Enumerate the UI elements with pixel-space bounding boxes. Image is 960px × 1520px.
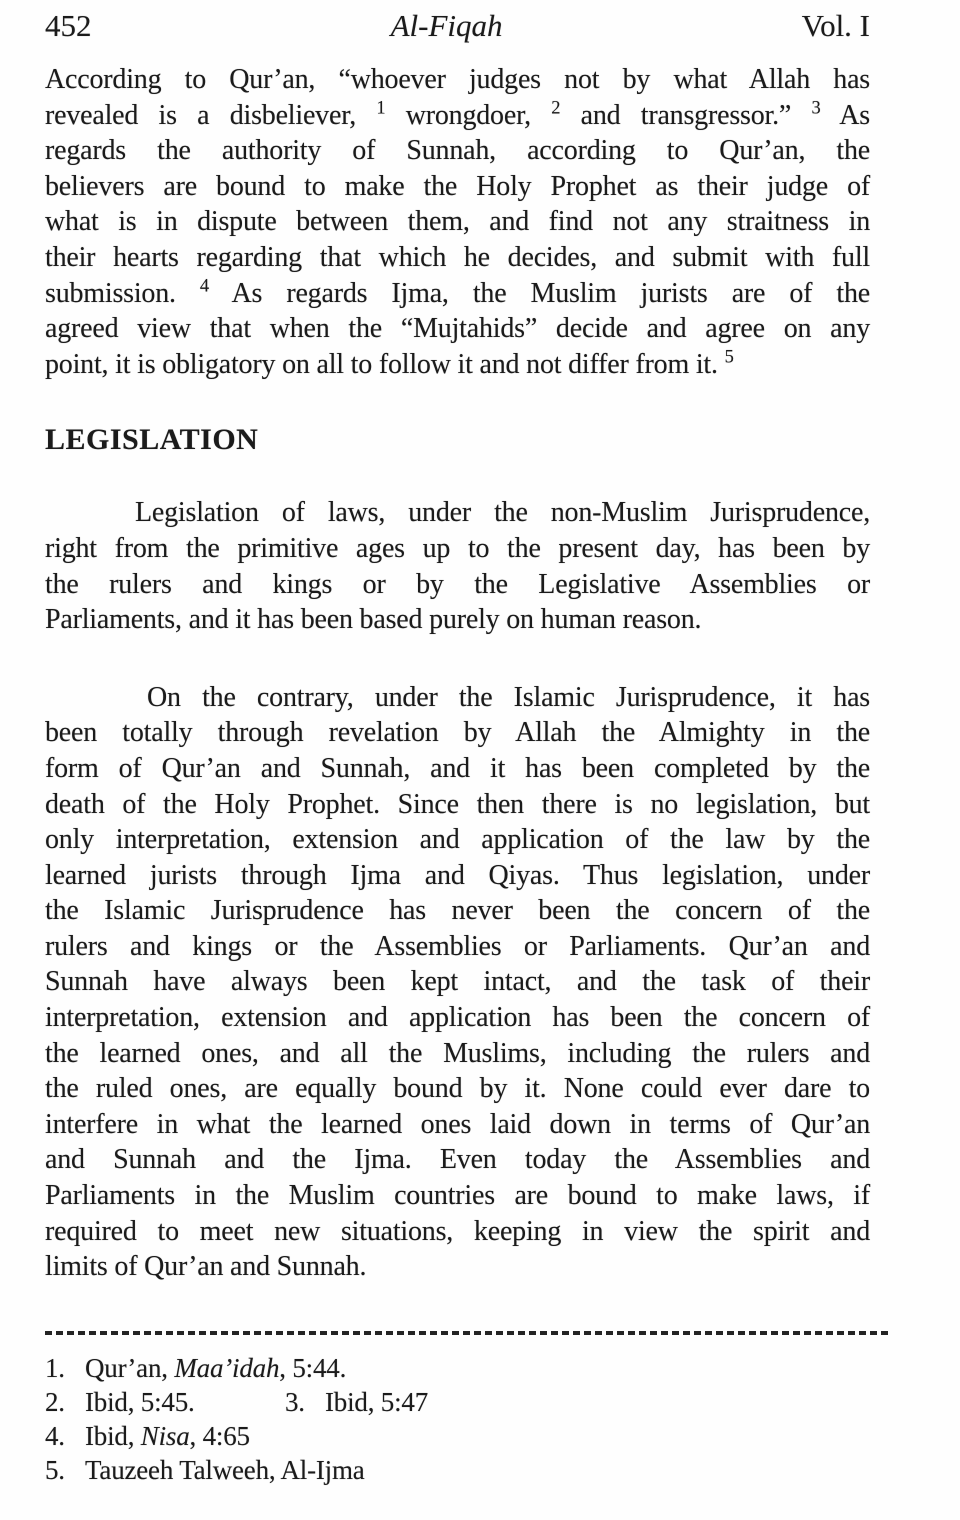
text-line: Sunnah have always been kept intact, and the task of their xyxy=(45,966,870,998)
paragraph xyxy=(45,62,870,382)
text-line: revealed is a disbeliever, $^1$ wrongdoer, $^2$ and transgressor.” $^3$ As xyxy=(45,97,870,131)
footnote-separator xyxy=(45,1331,890,1335)
text-line: the rulers and kings or by the Legislative Assemblies or xyxy=(45,568,870,600)
text-line: Legislation of laws, under the non-Muslim Jurisprudence, xyxy=(135,497,870,529)
text-line: the learned ones, and all the Muslims, including the rulers and xyxy=(45,1037,870,1069)
book-title: Al-Fiqah xyxy=(390,8,503,43)
footnote-number: 3. xyxy=(285,1386,305,1417)
footnote-item xyxy=(45,1453,365,1487)
footnote-row xyxy=(45,1419,870,1453)
text-line: rulers and kings or the Assemblies or Parliaments. Qur’an and xyxy=(45,930,870,962)
body-text xyxy=(45,62,870,1285)
text-line: submission. $^4$ As regards Ijma, the Muslim jurists are of the xyxy=(45,275,870,309)
paragraph xyxy=(45,495,870,637)
section-heading: LEGISLATION xyxy=(45,423,259,457)
text-line: point, it is obligatory on all to follow it and not differ from it. $^5$ xyxy=(45,346,734,380)
text-line: form of Qur’an and Sunnah, and it has been completed by the xyxy=(45,752,870,784)
footnote-text: Qur’an, Maa’idah, 5:44. xyxy=(85,1352,347,1383)
text-line: been totally through revelation by Allah the Almighty in the xyxy=(45,717,870,749)
footnote-item xyxy=(285,1385,428,1419)
footnote-row xyxy=(45,1385,870,1419)
footnote-item xyxy=(45,1385,285,1419)
footnote-item xyxy=(45,1419,250,1453)
text-line: Parliaments, and it has been based purely on human reason. xyxy=(45,604,702,636)
text-line: interfere in what the learned ones laid down in terms of Qur’an xyxy=(45,1108,870,1140)
footnote-text: Tauzeeh Talweeh, Al-Ijma xyxy=(85,1454,365,1485)
volume-label: Vol. I xyxy=(801,8,870,43)
text-line: the Islamic Jurisprudence has never been the concern of the xyxy=(45,895,870,927)
text-line: On the contrary, under the Islamic Jurisprudence, it has xyxy=(147,681,870,713)
footnote-row xyxy=(45,1453,870,1487)
text-line: only interpretation, extension and application of the law by the xyxy=(45,824,870,856)
footnote-number: 2. xyxy=(45,1386,65,1417)
text-line: the ruled ones, are equally bound by it. None could ever dare to xyxy=(45,1073,870,1105)
footnote-number: 5. xyxy=(45,1454,65,1485)
text-line: required to meet new situations, keeping in view the spirit and xyxy=(45,1215,870,1247)
text-line: Parliaments in the Muslim countries are bound to make laws, if xyxy=(45,1180,870,1212)
text-line: agreed view that when the “Mujtahids” decide and agree on any xyxy=(45,313,870,345)
text-line: and Sunnah and the Ijma. Even today the Assemblies and xyxy=(45,1144,870,1176)
footnote-number: 1. xyxy=(45,1352,65,1383)
page-number: 452 xyxy=(45,8,92,43)
running-header xyxy=(45,8,870,44)
text-line: regards the authority of Sunnah, according to Qur’an, the xyxy=(45,135,870,167)
footnote-rows xyxy=(45,1351,870,1487)
footnote-text: Ibid, 5:45. xyxy=(85,1386,195,1417)
text-line: learned jurists through Ijma and Qiyas. Thus legislation, under xyxy=(45,859,870,891)
text-line: death of the Holy Prophet. Since then there is no legislation, but xyxy=(45,788,870,820)
text-line: limits of Qur’an and Sunnah. xyxy=(45,1251,367,1283)
text-line: believers are bound to make the Holy Prophet as their judge of xyxy=(45,170,870,202)
footnote-item xyxy=(45,1351,346,1385)
text-line: their hearts regarding that which he decides, and submit with full xyxy=(45,241,870,273)
text-line: interpretation, extension and application has been the concern of xyxy=(45,1002,870,1034)
text-line: According to Qur’an, “whoever judges not by what Allah has xyxy=(45,64,870,95)
footnote-row xyxy=(45,1351,870,1385)
paragraph xyxy=(45,680,870,1285)
text-line: what is in dispute between them, and find not any straitness in xyxy=(45,206,870,238)
footnote-text: Ibid, Nisa, 4:65 xyxy=(85,1420,250,1451)
text-line: right from the primitive ages up to the present day, has been by xyxy=(45,532,870,564)
footnotes xyxy=(45,1331,870,1487)
footnote-number: 4. xyxy=(45,1420,65,1451)
footnote-text: Ibid, 5:47 xyxy=(325,1386,428,1417)
